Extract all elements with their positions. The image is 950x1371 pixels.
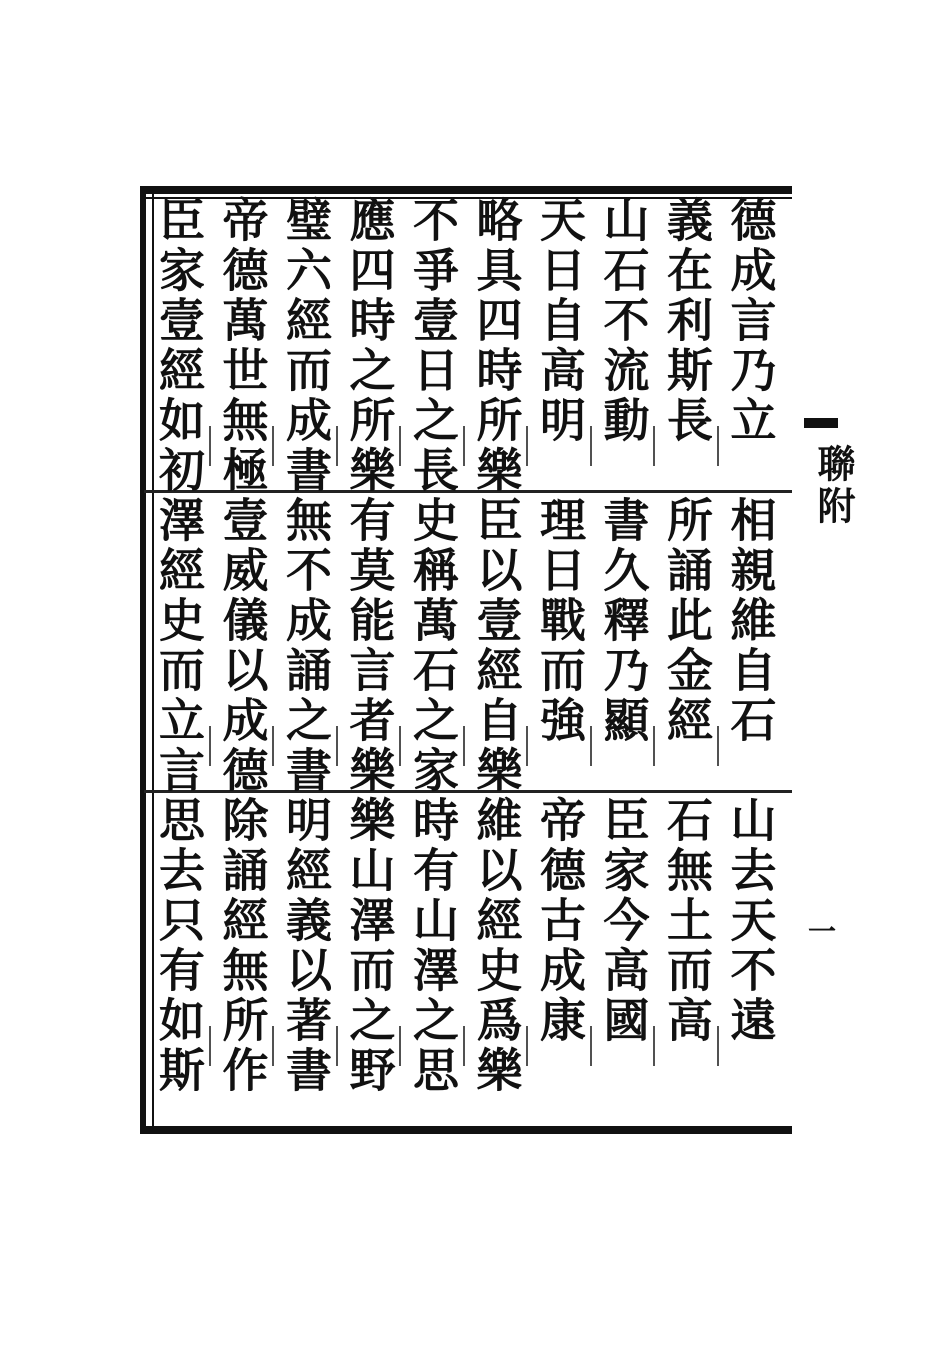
column-text: 略具四時所樂 xyxy=(469,196,524,496)
frame-top-border xyxy=(140,186,792,194)
page-number: 一 xyxy=(808,915,837,948)
text-column xyxy=(592,496,656,746)
text-column xyxy=(338,796,402,1096)
text-column xyxy=(719,796,783,1046)
column-text: 山石不流動 xyxy=(596,196,651,446)
column-text: 應四時之所樂 xyxy=(342,196,397,496)
text-column xyxy=(274,196,338,496)
column-text: 壹威儀以成德 xyxy=(215,496,270,796)
text-column xyxy=(655,796,719,1046)
column-text: 璧六經而成書 xyxy=(279,196,333,496)
column-rule xyxy=(209,726,211,766)
column-rule xyxy=(526,726,528,766)
column-rule xyxy=(590,426,592,466)
column-rule xyxy=(590,726,592,766)
column-text: 理日戰而強 xyxy=(533,496,587,746)
column-rule xyxy=(399,426,401,466)
text-column xyxy=(719,496,783,746)
text-column xyxy=(465,796,529,1096)
column-text: 樂山澤而之野 xyxy=(342,796,397,1096)
text-column xyxy=(401,496,465,796)
column-rule xyxy=(463,426,465,466)
column-text: 相親維自石 xyxy=(723,496,778,746)
text-column xyxy=(592,196,656,446)
column-text: 義在利斯長 xyxy=(660,196,714,446)
column-text: 史稱萬石之家 xyxy=(406,496,460,796)
column-text: 明經義以著書 xyxy=(279,796,333,1096)
column-text: 石無土而高 xyxy=(660,796,714,1046)
text-column xyxy=(655,196,719,446)
column-text: 臣家壹經如初 xyxy=(152,196,206,496)
column-rule xyxy=(717,726,719,766)
text-column xyxy=(147,196,211,496)
text-column xyxy=(465,196,529,496)
column-text: 維以經史爲樂 xyxy=(469,796,524,1096)
column-text: 澤經史而立言 xyxy=(152,496,206,796)
column-rule xyxy=(399,726,401,766)
margin-title: 聯附 xyxy=(811,444,856,528)
column-rule xyxy=(209,426,211,466)
text-column xyxy=(211,496,275,796)
column-rule xyxy=(463,726,465,766)
column-text: 帝德萬世無極 xyxy=(215,196,270,496)
column-text: 所誦此金經 xyxy=(660,496,714,746)
text-column xyxy=(528,196,592,446)
fishtail-mark xyxy=(804,418,838,428)
column-rule xyxy=(653,726,655,766)
column-rule xyxy=(399,1026,401,1066)
column-rule xyxy=(272,1026,274,1066)
column-rule xyxy=(653,1026,655,1066)
text-column xyxy=(274,796,338,1096)
text-column xyxy=(401,196,465,496)
text-column xyxy=(211,796,275,1096)
column-rule xyxy=(653,426,655,466)
column-text: 山去天不遠 xyxy=(723,796,778,1046)
text-column xyxy=(655,496,719,746)
text-column xyxy=(401,796,465,1096)
text-column xyxy=(147,796,211,1096)
column-text: 書久釋乃顯 xyxy=(596,496,651,746)
text-column xyxy=(592,796,656,1046)
column-rule xyxy=(526,1026,528,1066)
column-text: 德成言乃立 xyxy=(723,196,778,446)
column-rule xyxy=(336,426,338,466)
text-column xyxy=(338,196,402,496)
text-column xyxy=(147,496,211,796)
column-rule xyxy=(526,426,528,466)
column-rule xyxy=(209,1026,211,1066)
column-rule xyxy=(717,1026,719,1066)
column-text: 天日自高明 xyxy=(533,196,587,446)
text-column xyxy=(211,196,275,496)
column-rule xyxy=(463,1026,465,1066)
margin-column xyxy=(800,410,856,1050)
column-rule xyxy=(272,726,274,766)
column-text: 臣家今高國 xyxy=(596,796,651,1046)
column-text: 帝德古成康 xyxy=(533,796,587,1046)
column-text: 除誦經無所作 xyxy=(215,796,270,1096)
column-text: 臣以壹經自樂 xyxy=(469,496,524,796)
column-text: 時有山澤之思 xyxy=(406,796,460,1096)
text-column xyxy=(465,496,529,796)
text-column xyxy=(719,196,783,446)
frame-left-border xyxy=(140,186,146,1134)
column-rule xyxy=(272,426,274,466)
column-rule xyxy=(717,426,719,466)
column-text: 不爭壹日之長 xyxy=(406,196,460,496)
column-rule xyxy=(590,1026,592,1066)
column-text: 無不成誦之書 xyxy=(279,496,333,796)
column-rule xyxy=(336,726,338,766)
text-column xyxy=(338,496,402,796)
column-rule xyxy=(336,1026,338,1066)
text-column xyxy=(528,496,592,746)
text-column xyxy=(528,796,592,1046)
column-text: 有莫能言者樂 xyxy=(342,496,397,796)
frame-bottom-border xyxy=(140,1126,792,1134)
text-column xyxy=(274,496,338,796)
column-text: 思去只有如斯 xyxy=(152,796,206,1096)
